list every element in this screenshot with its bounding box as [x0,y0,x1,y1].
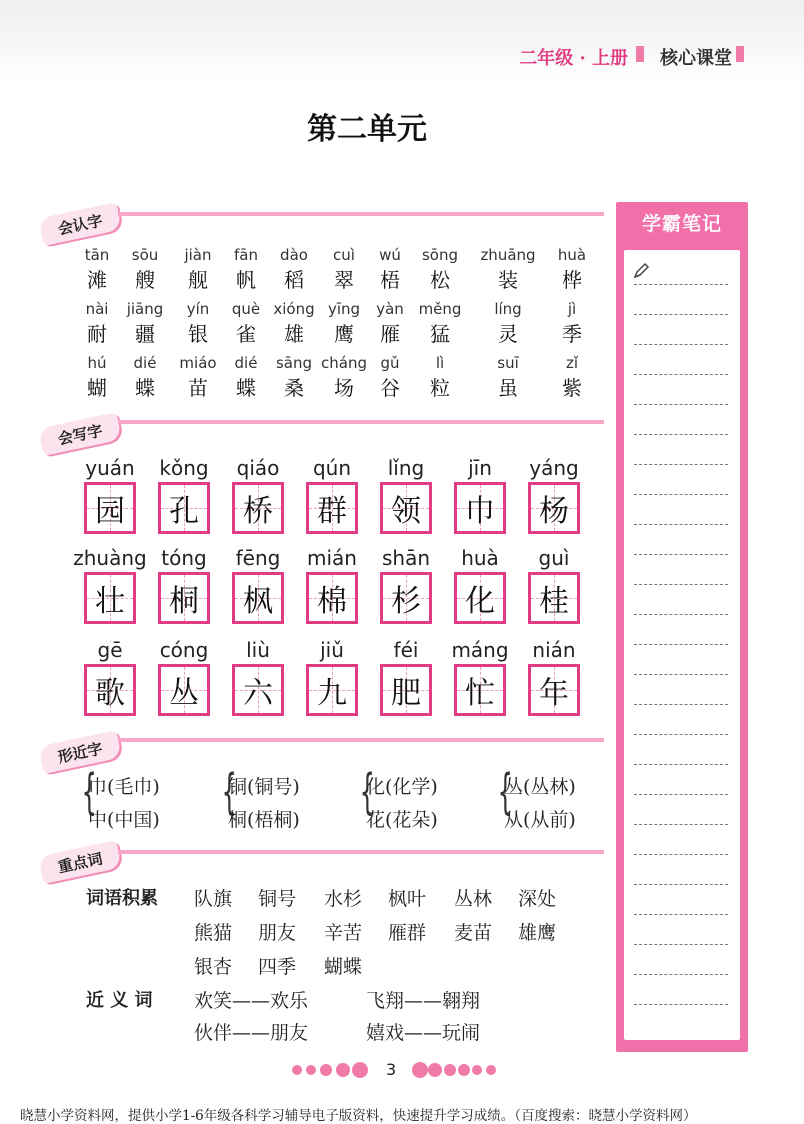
note-line [634,284,728,285]
writing-box [528,572,580,624]
section-rule [118,420,604,424]
pinyin: líng [494,300,522,318]
pinyin: dào [280,246,308,264]
pinyin: sōu [131,246,159,264]
pinyin: měng [418,300,462,318]
character: 稻 [284,268,304,292]
header-mark [736,46,744,62]
writing-box [380,664,432,716]
character: 园 [95,494,125,529]
character: 粒 [430,376,450,400]
character: 场 [334,376,354,400]
page-dot [292,1065,302,1075]
character: 雁 [380,322,400,346]
note-line [634,614,728,615]
character: 蝶 [236,376,256,400]
character: 苗 [188,376,208,400]
note-line [634,824,728,825]
character: 鹰 [334,322,354,346]
header-separator [636,46,644,62]
writing-box [528,664,580,716]
note-line [634,404,728,405]
pinyin: zhuàng [73,546,147,570]
writing-box [380,572,432,624]
similar-char: 铜(铜号) [228,776,300,798]
similar-char: 桐(梧桐) [228,809,300,831]
pencil-icon [632,262,650,280]
character: 猛 [430,322,450,346]
page-dot [412,1062,428,1078]
note-line [634,434,728,435]
brace-icon: { [221,764,237,820]
character: 雄 [284,322,304,346]
character: 巾 [465,494,495,529]
pinyin: gē [97,638,123,662]
character: 丛 [169,676,199,711]
page-dot [472,1065,482,1075]
character: 蝶 [135,376,155,400]
character: 肥 [391,676,421,711]
pinyin: qún [312,456,352,480]
writing-box [232,664,284,716]
vocab-word: 水杉 [324,888,363,910]
character: 灵 [498,322,518,346]
character: 六 [243,676,273,711]
pinyin: tóng [161,546,207,570]
character: 帆 [236,268,256,292]
writing-box [84,664,136,716]
section-rule [118,738,604,742]
section-tag-key-words: 重点词 [38,840,122,884]
pinyin: hú [87,354,107,372]
character: 耐 [87,322,107,346]
pinyin: tān [84,246,110,264]
similar-char: 丛(丛林) [504,776,576,798]
similar-char: 中(中国) [88,809,160,831]
page-dot [320,1064,332,1076]
note-line [634,644,728,645]
note-line [634,914,728,915]
pinyin: kǒng [159,456,209,480]
vocab-word: 枫叶 [388,888,427,910]
character: 季 [562,322,582,346]
pinyin: yàn [376,300,404,318]
pinyin: mián [307,546,357,570]
pinyin: sōng [421,246,459,264]
writing-box [528,482,580,534]
character: 桑 [284,376,304,400]
page-dot [428,1063,442,1077]
character: 舰 [188,268,208,292]
pinyin: huà [557,246,587,264]
writing-box [306,572,358,624]
character: 松 [430,268,450,292]
vocab-word: 雁群 [388,922,427,944]
section-rule [118,850,604,854]
brace-icon: { [359,764,375,820]
note-line [634,734,728,735]
similar-char: 花(花朵) [366,809,438,831]
character: 紫 [562,376,582,400]
pinyin: yáng [529,456,579,480]
brace-icon: { [81,764,97,820]
pinyin: jiāng [126,300,164,318]
character: 虽 [498,376,518,400]
character: 滩 [87,268,107,292]
pinyin: jiǔ [320,638,344,662]
vocab-word: 蝴蝶 [324,956,363,978]
pinyin: yīng [327,300,361,318]
pinyin: què [231,300,261,318]
note-line [634,674,728,675]
note-line [634,854,728,855]
synonym-pair: 飞翔——翱翔 [366,990,481,1012]
writing-box [454,482,506,534]
synonym-pair: 欢笑——欢乐 [194,990,309,1012]
pinyin: xióng [273,300,315,318]
writing-box [84,572,136,624]
page-dot [486,1065,496,1075]
character: 雀 [236,322,256,346]
note-line [634,584,728,585]
character: 疆 [135,322,155,346]
note-line [634,314,728,315]
note-line [634,764,728,765]
pinyin: cháng [321,354,367,372]
pinyin: wú [379,246,401,264]
pinyin: jiàn [184,246,212,264]
pinyin: miáo [179,354,217,372]
section-tag-write: 会写字 [38,412,122,456]
character: 群 [317,494,347,529]
vocab-word: 深处 [518,888,557,910]
pinyin: huà [461,546,499,570]
writing-box [454,572,506,624]
synonym-pair: 伙伴——朋友 [194,1022,309,1044]
section-tag-recognize: 会认字 [38,202,122,246]
notes-area[interactable] [624,250,740,1040]
character: 梧 [380,268,400,292]
vocab-word: 银杏 [194,956,233,978]
writing-box [306,664,358,716]
pinyin: liù [246,638,270,662]
pinyin: zhuāng [480,246,536,264]
core-class-label: 核心课堂 [660,48,732,69]
character: 壮 [95,584,125,619]
character: 桦 [562,268,582,292]
character: 棉 [317,584,347,619]
writing-box [454,664,506,716]
similar-char: 化(化学) [366,776,438,798]
vocab-label: 词语积累 [86,888,158,909]
pinyin: lì [435,354,445,372]
pinyin: shān [381,546,431,570]
writing-box [84,482,136,534]
page-dot [306,1065,316,1075]
writing-box [380,482,432,534]
note-line [634,944,728,945]
character: 谷 [380,376,400,400]
pinyin: jì [567,300,577,318]
vocab-word: 雄鹰 [518,922,557,944]
similar-char: 巾(毛巾) [88,776,160,798]
writing-box [306,482,358,534]
page-dot [444,1064,456,1076]
note-line [634,464,728,465]
footer-text: 晓慧小学资料网，提供小学1-6年级各科学习辅导电子版资料，快速提升学习成绩。（百度搜索：晓慧小学资料网） [20,1108,697,1124]
character: 翠 [334,268,354,292]
synonym-pair: 嬉戏——玩闹 [366,1022,481,1044]
vocab-word: 麦苗 [454,922,493,944]
similar-char: 从(从前) [504,809,576,831]
pinyin: yuán [85,456,135,480]
writing-box [158,664,210,716]
note-line [634,794,728,795]
note-line [634,524,728,525]
notes-title: 学霸笔记 [641,212,722,235]
note-line [634,884,728,885]
character: 孔 [169,494,199,529]
note-line [634,374,728,375]
pinyin: gǔ [380,354,400,372]
pinyin: jīn [468,456,492,480]
section-tag-similar: 形近字 [38,730,122,774]
pinyin: cóng [159,638,209,662]
pinyin: fān [234,246,258,264]
pinyin: lǐng [387,456,425,480]
character: 歌 [95,676,125,711]
character: 九 [317,676,347,711]
page-dot [352,1062,368,1078]
character: 蝴 [87,376,107,400]
writing-box [158,482,210,534]
writing-box [232,572,284,624]
character: 银 [188,322,208,346]
note-line [634,704,728,705]
character: 枫 [243,584,273,619]
pinyin: sāng [275,354,313,372]
character: 桂 [539,584,569,619]
character: 化 [465,584,495,619]
page-dot [458,1064,470,1076]
pinyin: dié [234,354,258,372]
pinyin: nián [532,638,576,662]
writing-box [158,572,210,624]
vocab-word: 熊猫 [194,922,233,944]
pinyin: fēng [235,546,281,570]
pinyin: máng [451,638,509,662]
note-line [634,554,728,555]
note-line [634,1004,728,1005]
pinyin: guì [538,546,570,570]
vocab-word: 丛林 [454,888,493,910]
pinyin: yín [186,300,210,318]
character: 年 [539,676,569,711]
character: 杨 [539,494,569,529]
writing-box [232,482,284,534]
synonym-label: 近 义 词 [86,990,153,1011]
character: 杉 [391,584,421,619]
character: 桐 [169,584,199,619]
pinyin: dié [133,354,157,372]
character: 桥 [243,494,273,529]
vocab-word: 铜号 [258,888,297,910]
page-title: 第二单元 [307,112,427,147]
vocab-word: 四季 [258,956,297,978]
grade-label: 二年级 · 上册 [519,48,628,69]
brace-icon: { [497,764,513,820]
page-dot [336,1063,350,1077]
pinyin: féi [393,638,419,662]
note-line [634,974,728,975]
pinyin: qiáo [236,456,280,480]
section-rule [118,212,604,216]
character: 装 [498,268,518,292]
vocab-word: 队旗 [194,888,233,910]
note-line [634,494,728,495]
character: 忙 [465,676,495,711]
pinyin: suī [497,354,519,372]
page-number: 3 [386,1060,397,1079]
pinyin: zǐ [565,354,579,372]
vocab-word: 辛苦 [324,922,363,944]
note-line [634,344,728,345]
character: 领 [391,494,421,529]
character: 艘 [135,268,155,292]
pinyin: cuì [333,246,355,264]
vocab-word: 朋友 [258,922,297,944]
pinyin: nài [85,300,109,318]
